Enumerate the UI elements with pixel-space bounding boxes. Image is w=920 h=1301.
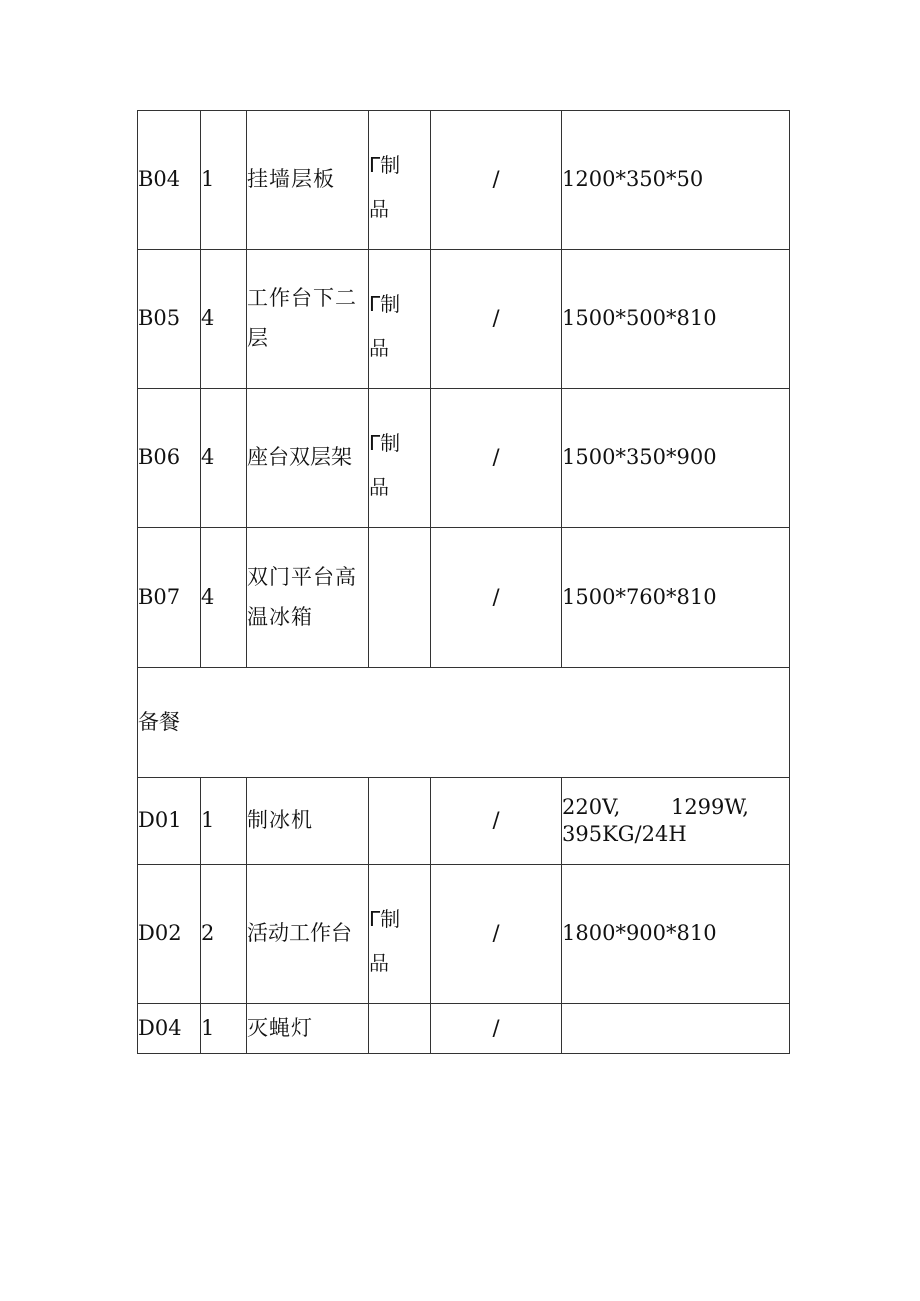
- item-power: /: [431, 1004, 562, 1054]
- material-text: Γ制 品: [369, 292, 401, 360]
- item-name: 工作台下二层: [247, 250, 369, 389]
- item-name: 灭蝇灯: [247, 1004, 369, 1054]
- item-spec: 1800*900*810: [562, 865, 790, 1004]
- material-text: Γ制 品: [369, 431, 401, 499]
- item-code: D04: [138, 1004, 201, 1054]
- item-power: /: [431, 865, 562, 1004]
- table-row: [138, 250, 790, 389]
- table-row: [138, 865, 790, 1004]
- equipment-table: [137, 110, 790, 1054]
- item-material: [369, 250, 431, 389]
- table-row: [138, 1004, 790, 1054]
- section-title: 备餐: [138, 668, 790, 778]
- item-code: B05: [138, 250, 201, 389]
- item-quantity: 4: [201, 250, 247, 389]
- item-code: D02: [138, 865, 201, 1004]
- item-name: 活动工作台: [247, 865, 369, 1004]
- item-name: 挂墙层板: [247, 111, 369, 250]
- item-spec: [562, 1004, 790, 1054]
- material-text: Γ制 品: [369, 153, 401, 221]
- item-spec: 1500*500*810: [562, 250, 790, 389]
- item-spec: 1200*350*50: [562, 111, 790, 250]
- item-quantity: 4: [201, 389, 247, 528]
- item-quantity: 1: [201, 778, 247, 865]
- item-quantity: 2: [201, 865, 247, 1004]
- item-material: [369, 389, 431, 528]
- table-row: [138, 528, 790, 668]
- item-quantity: 1: [201, 111, 247, 250]
- item-material: [369, 1004, 431, 1054]
- item-code: D01: [138, 778, 201, 865]
- item-spec: 1500*760*810: [562, 528, 790, 668]
- item-power: /: [431, 528, 562, 668]
- spec-power: 1299W,: [670, 794, 749, 819]
- item-quantity: 1: [201, 1004, 247, 1054]
- item-spec: 1500*350*900: [562, 389, 790, 528]
- item-code: B07: [138, 528, 201, 668]
- item-name: 座台双层架: [247, 389, 369, 528]
- table-row: [138, 389, 790, 528]
- section-row: [138, 668, 790, 778]
- item-material: [369, 111, 431, 250]
- item-power: /: [431, 778, 562, 865]
- item-power: /: [431, 389, 562, 528]
- material-text: Γ制 品: [369, 907, 401, 975]
- spec-line-1: [562, 794, 789, 821]
- table-row: [138, 778, 790, 865]
- item-material: [369, 528, 431, 668]
- spec-capacity: 395KG/24H: [562, 822, 687, 846]
- item-name: 双门平台高温冰箱: [247, 528, 369, 668]
- item-material: [369, 778, 431, 865]
- item-code: B04: [138, 111, 201, 250]
- table-row: [138, 111, 790, 250]
- spec-voltage: 220V,: [562, 794, 621, 819]
- item-material: [369, 865, 431, 1004]
- item-power: /: [431, 250, 562, 389]
- item-spec: [562, 778, 790, 865]
- item-power: /: [431, 111, 562, 250]
- item-name: 制冰机: [247, 778, 369, 865]
- item-quantity: 4: [201, 528, 247, 668]
- item-code: B06: [138, 389, 201, 528]
